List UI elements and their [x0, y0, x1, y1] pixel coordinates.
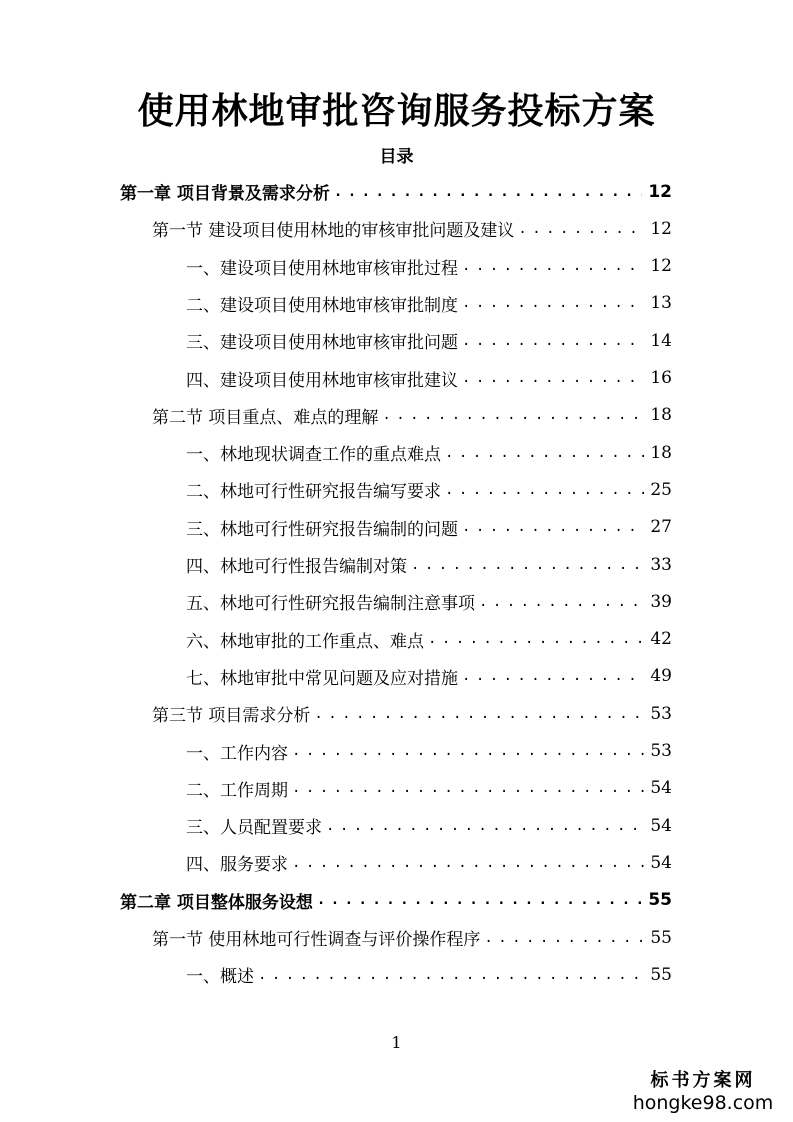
toc-entry-label: 四、林地可行性报告编制对策: [186, 557, 407, 577]
toc-entry[interactable]: [152, 397, 672, 434]
toc-entry-page: 53: [650, 741, 672, 761]
toc-entry-label: 五、林地可行性研究报告编制注意事项: [186, 594, 475, 615]
toc-entry-label: 三、人员配置要求: [186, 818, 322, 839]
toc-entry-label: 六、林地审批的工作重点、难点: [186, 631, 424, 652]
toc-dot-leader: [518, 221, 644, 237]
toc-dot-leader: [462, 295, 644, 311]
toc-entry-label: 一、建设项目使用林地审核审批过程: [186, 258, 458, 279]
toc-entry[interactable]: [186, 248, 672, 285]
toc-dot-leader: [334, 184, 642, 200]
toc-dot-leader: [314, 706, 644, 722]
toc-heading: 目录: [379, 147, 414, 167]
toc-dot-leader: [484, 930, 644, 946]
toc-dot-leader: [462, 258, 644, 274]
toc-entry[interactable]: [186, 322, 672, 359]
toc-dot-leader: [292, 855, 644, 871]
toc-entry[interactable]: [186, 621, 672, 658]
toc-entry[interactable]: [186, 956, 672, 993]
toc-entry-label: 第一节 建设项目使用林地的审核审批问题及建议: [152, 221, 515, 242]
toc-entry[interactable]: [186, 658, 672, 695]
toc-entry-label: 七、林地审批中常见问题及应对措施: [186, 668, 458, 689]
toc-entry-label: 三、建设项目使用林地审核审批问题: [186, 333, 458, 354]
toc-entry-page: 13: [650, 293, 672, 314]
toc-dot-leader: [445, 445, 644, 461]
toc-entry-label: 二、工作周期: [186, 780, 288, 801]
toc-entry[interactable]: [186, 471, 672, 508]
toc-entry-label: 三、林地可行性研究报告编制的问题: [186, 519, 458, 540]
toc-entry[interactable]: [186, 844, 672, 881]
toc-entry[interactable]: [152, 210, 672, 247]
toc-dot-leader: [317, 892, 642, 908]
toc-entry-page: 49: [650, 666, 672, 687]
watermark-logo: [623, 1070, 783, 1114]
toc-entry-label: 第三节 项目需求分析: [152, 706, 311, 727]
toc-entry-page: 54: [650, 852, 672, 873]
toc-entry-label: 第二章 项目整体服务设想: [120, 892, 313, 913]
toc-entry-page: 33: [650, 554, 672, 575]
toc-entry[interactable]: [186, 546, 672, 583]
toc-entry-label: 第一章 项目背景及需求分析: [120, 184, 330, 204]
toc-dot-leader: [292, 743, 644, 759]
toc-dot-leader: [462, 370, 644, 386]
toc-entry-page: 25: [650, 479, 672, 500]
toc-entry[interactable]: [152, 919, 672, 956]
toc-entry-label: 一、林地现状调查工作的重点难点: [186, 445, 441, 466]
toc-entry-label: 一、概述: [186, 967, 254, 988]
toc-dot-leader: [428, 631, 644, 647]
toc-entry-page: 54: [650, 778, 672, 799]
toc-entry-label: 四、建设项目使用林地审核审批建议: [186, 370, 458, 391]
toc-dot-leader: [382, 407, 644, 423]
toc-entry-page: 55: [650, 964, 672, 985]
toc-dot-leader: [292, 780, 644, 796]
toc-entry[interactable]: [186, 770, 672, 807]
toc-entry-page: 54: [650, 815, 672, 836]
toc-entry-label: 第二节 项目重点、难点的理解: [152, 407, 379, 428]
toc-entry-page: 27: [650, 517, 672, 538]
toc-dot-leader: [411, 557, 644, 573]
toc-entry-page: 12: [648, 181, 672, 202]
toc-entry[interactable]: [186, 509, 672, 546]
toc-entry-label: 二、林地可行性研究报告编写要求: [186, 482, 441, 503]
toc-dot-leader: [462, 668, 644, 684]
toc-dot-leader: [258, 967, 644, 983]
toc-entry[interactable]: [186, 733, 672, 770]
toc-entry[interactable]: [186, 583, 672, 620]
toc-entry[interactable]: [186, 434, 672, 471]
toc-entry[interactable]: [186, 285, 672, 322]
toc-dot-leader: [462, 519, 644, 535]
toc-entry[interactable]: [120, 882, 672, 919]
toc-entry-label: 二、建设项目使用林地审核审批制度: [186, 295, 458, 316]
toc-dot-leader: [326, 818, 644, 834]
toc-entry-page: 14: [650, 330, 672, 351]
toc-entry-page: 39: [650, 591, 672, 612]
watermark-name: 标书方案网: [650, 1070, 756, 1091]
toc-entry[interactable]: [186, 360, 672, 397]
document-title: 使用林地审批咨询服务投标方案: [137, 91, 656, 132]
toc-entry[interactable]: [152, 695, 672, 732]
toc-entry-page: 18: [650, 405, 672, 426]
toc-dot-leader: [445, 482, 644, 498]
toc-entry-label: 四、服务要求: [186, 855, 288, 876]
toc-entry-label: 第一节 使用林地可行性调查与评价操作程序: [152, 930, 481, 950]
toc-dot-leader: [479, 594, 644, 610]
toc-entry-page: 16: [650, 368, 672, 388]
toc-entry-page: 53: [650, 703, 672, 724]
toc-entry-page: 12: [650, 218, 672, 239]
page-number: 1: [391, 1033, 402, 1052]
toc-entry-page: 42: [650, 629, 672, 650]
toc-dot-leader: [462, 333, 644, 349]
toc-entry-label: 一、工作内容: [186, 743, 288, 764]
toc-entry-page: 18: [650, 442, 672, 463]
toc-entry[interactable]: [186, 807, 672, 844]
toc-entry-page: 12: [650, 256, 672, 277]
toc-entry-page: 55: [650, 927, 672, 948]
watermark-url: hongke98.com: [632, 1092, 774, 1114]
toc-entry-page: 55: [648, 890, 672, 911]
toc-entry[interactable]: [120, 173, 672, 210]
